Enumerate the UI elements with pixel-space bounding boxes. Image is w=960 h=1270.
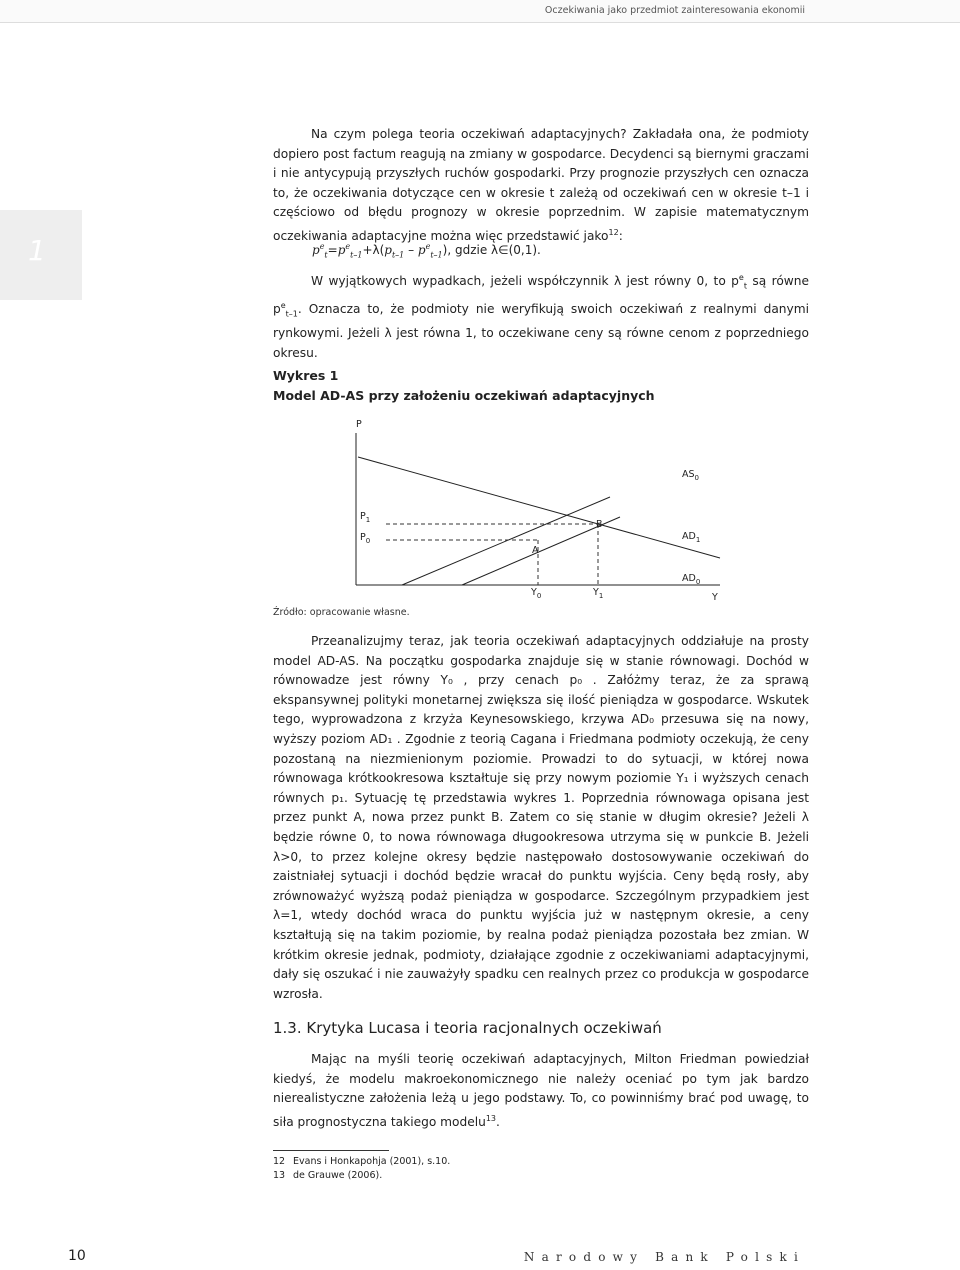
x-axis-label: Y <box>712 592 718 603</box>
footnote-ref-12: 12 <box>608 227 619 237</box>
p1-tick-label: $P_1$ <box>360 511 371 524</box>
page-number: 10 <box>68 1248 86 1264</box>
footnote-ref-13: 13 <box>485 1113 497 1123</box>
paragraph-1-text: Na czym polega teoria oczekiwań adaptacyjnych? Zakładała ona, że podmioty dopiero post factum reagują na zmiany w gospodarce. Decydenci są biernymi graczami i nie antycypują przyszłych ruchów gospodarki. Przy prognozie przyszłych cen oznacza to, że oczekiwania dotyczące cen w okresie t zależą od oczekiwań cen w okresie t–1 i częściowo od błędu prognozy w okresie poprzednim. W zapisie matematycznym oczekiwania adaptacyjne można więc przedstawić jako <box>273 127 809 244</box>
footnote-12: 12 Evans i Honkapohja (2001), s.10. <box>273 1156 451 1167</box>
y0-tick-label: $Y_0$ <box>531 587 542 600</box>
as0-curve <box>358 457 720 558</box>
ad-as-chart <box>340 415 740 605</box>
running-title: Oczekiwania jako przedmiot zainteresowania ekonomii <box>544 5 805 16</box>
ad0-curve <box>402 497 610 585</box>
y-axis-label: P <box>356 419 362 430</box>
chart-title: Model AD-AS przy założeniu oczekiwań adaptacyjnych <box>273 388 655 403</box>
as0-label: $AS_0$ <box>682 469 699 482</box>
p0-tick-label: $P_0$ <box>360 532 371 545</box>
adaptive-expectations-formula: $p^e_t=p^e_{t-1}+\lambda(p_{t-1} - p^e_{t-1})$, gdzie λ∈(0,1). <box>312 242 541 260</box>
section-title: 1.3. Krytyka Lucasa i teoria racjonalnych oczekiwań <box>273 1019 662 1037</box>
chapter-number: 1 <box>28 234 46 267</box>
point-a-label: A <box>532 545 539 556</box>
paragraph-2: W wyjątkowych wypadkach, jeżeli współczynnik λ jest równy 0, to $p^e_t$ są równe $p^e_{t-1}$. Oznacza to, że podmioty nie weryfikują swoich oczekiwań z realnymi danymi rynkowymi. Jeżeli λ jest równa 1, to oczekiwane ceny są równe cenom z poprzedniego okresu. <box>273 273 809 360</box>
point-b-label: B <box>596 519 603 530</box>
publisher-name: Narodowy Bank Polski <box>523 1250 805 1264</box>
y1-tick-label: $Y_1$ <box>593 587 604 600</box>
paragraph-3: Przeanalizujmy teraz, jak teoria oczekiwań adaptacyjnych oddziałuje na prosty model AD-AS. Na początku gospodarka znajduje się w stanie równowagi. Dochód w równowadze jest równy Y₀ , przy cenach p₀ . Załóżmy teraz, że za sprawą ekspansywnej polityki monetarnej zwiększa się ilość pieniądza w gospodarce. Wskutek tego, wyprowadzona z krzyża Keynesowskiego, krzywa AD₀ przesuwa się na nowy, wyższy poziom AD₁ . Zgodnie z teorią Cagana i Friedmana podmioty oczekują, że ceny pozostaną na niezmienionym poziomie. Prowadzi to do sytuacji, w której nowa równowaga krótkookresowa kształtuje się przy nowym poziomie Y₁ i wyższych cenach równych p₁. Sytuację tę przedstawia wykres 1. Poprzednia równowaga opisana jest przez punkt A, nowa przez punkt B. Zatem co się stanie w długim okresie? Jeżeli λ będzie równe 0, to nowa równowaga długookresowa utrzyma się w punkcie B. Jeżeli λ>0, to przez kolejne okresy będzie następowało dostosowywanie oczekiwań do zaistniałej sytuacji i dochód będzie wracał do punktu wyjścia. Ceny będą rosły, aby zrównoważyć wyższą podaż pieniądza w gospodarce. Szczególnym przypadkiem jest λ=1, wtedy dochód wraca do punktu wyjścia już w następnym okresie, a ceny kształtują się na takim poziomie, by realna podaż pieniądza pozostała bez zmian. W krótkim okresie jednak, podmioty, działające zgodnie z oczekiwaniami adaptacyjnymi, dały się oszukać i nie zauważyły spadku cen realnych przez co produkcja w gospodarce wzrosła. <box>273 634 809 1001</box>
ad0-label: $AD_0$ <box>682 573 701 586</box>
chapter-tab <box>0 210 82 300</box>
paragraph-4: Mając na myśli teorię oczekiwań adaptacyjnych, Milton Friedman powiedział kiedyś, że modelu makroekonomicznego nie należy oceniać po tym jak bardzo nierealistyczne założenia leżą u jego podstawy. To, co powinniśmy brać pod uwagę, to siła prognostyczna takiego modelu$^{13}$. <box>273 1052 809 1129</box>
page-header <box>0 0 960 23</box>
paragraph-1: Na czym polega teoria oczekiwań adaptacyjnych? Zakładała ona, że podmioty dopiero post factum reagują na zmiany w gospodarce. Decydenci są biernymi graczami i nie antycypują przyszłych ruchów gospodarki. Przy prognozie przyszłych cen oznacza to, że oczekiwania dotyczące cen w okresie t zależą od oczekiwań cen w okresie t–1 i częściowo od błędu prognozy w okresie poprzednim. W zapisie matematycznym oczekiwania adaptacyjne można więc przedstawić jako$^{12}$: <box>273 127 809 244</box>
ad1-label: $AD_1$ <box>682 531 701 544</box>
footnote-13: 13 de Grauwe (2006). <box>273 1170 383 1181</box>
chart-source: Źródło: opracowanie własne. <box>273 607 410 618</box>
chart-label: Wykres 1 <box>273 368 339 383</box>
footnote-divider <box>273 1150 389 1151</box>
